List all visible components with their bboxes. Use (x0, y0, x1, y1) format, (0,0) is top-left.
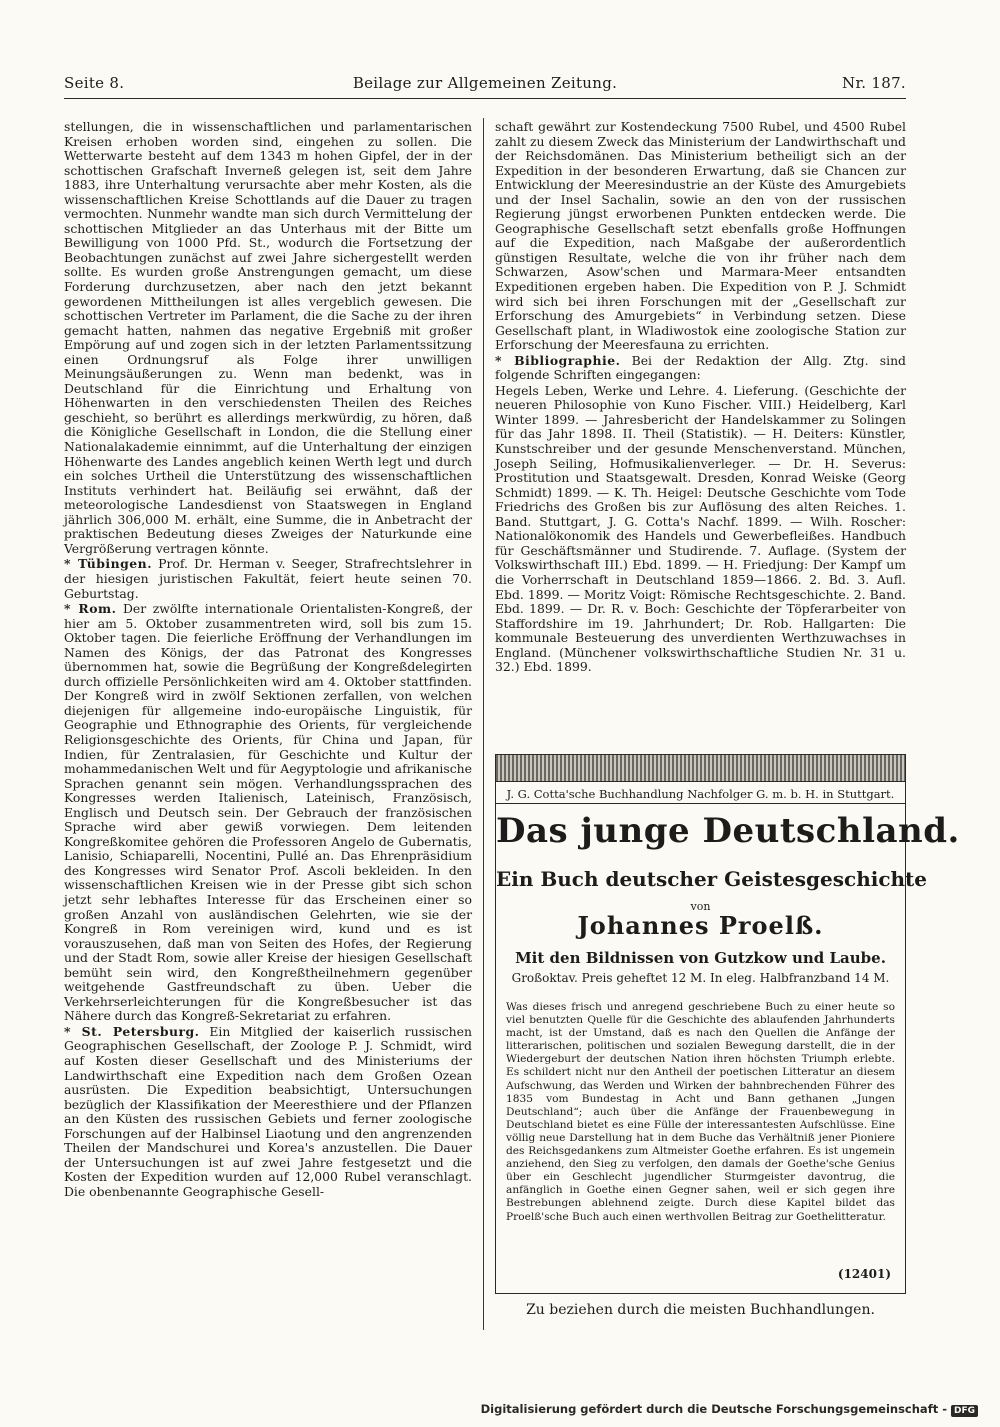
article-rom (64, 602, 472, 1024)
ad-by: von (690, 900, 711, 913)
column-divider (483, 118, 484, 1330)
article-petersburg (64, 1025, 472, 1200)
ad-book-title: Das junge Deutschland. (496, 811, 960, 851)
header-rule (64, 98, 906, 99)
dateline-bibliographie: * Bibliographie. (495, 352, 621, 368)
ad-portraits-note: Mit den Bildnissen von Gutzkow und Laube. (515, 949, 886, 967)
bibliography-list: Hegels Leben, Werke und Lehre. 4. Lieferung. (Geschichte der neueren Philosophie von Kuno Fischer. VIII.) Heidelberg, Karl Winter 1899. — Jahresbericht der Handelskammer zu Solingen für das Jahr 1898. II. Theil (Statistik). — H. Deiters: Künstler, Kunstschreiber und der gesunde Menschenverstand. München, Joseph Seiling, Hofmusikalienverleger. — Dr. H. Severus: Prostitution und Staatsgewalt. Dresden, Konrad Weiske (Georg Schmidt) 1899. — K. Th. Heigel: Deutsche Geschichte vom Tode Friedrichs des Großen bis zur Auflösung des alten Reiches. 1. Band. Stuttgart, J. G. Cotta's Nachf. 1899. — Wilh. Roscher: Nationalökonomik des Handels und Gewerbefleißes. Handbuch für Geschäftsmänner und Studirende. 7. Auflage. (System der Volkswirthschaft III.) Ebd. 1899. — H. Friedjung: Der Kampf um die Vorherrschaft in Deutschland 1859—1866. 2. Bd. 3. Aufl. Ebd. 1899. — Moritz Voigt: Römische Rechtsgeschichte. 2. Band. Ebd. 1899. — Dr. R. v. Boch: Geschichte der Töpferarbeiter von Staffordshire im 19. Jahrhundert; Dr. Rob. Hallgarten: Die kommunale Besteuerung des unverdienten Werthzuwachses in England. (Münchener volkswirthschaftliche Studien Nr. 31 u. 32.) Ebd. 1899. (495, 382, 906, 675)
article-weather-station: stellungen, die in wissenschaftlichen und parlamentarischen Kreisen erhoben worden sind, eingehen zu sollen. Die Wetterwarte besteht auf dem 1343 m hohen Gipfel, der in der schottischen Grafschaft Inverneß gelegen ist, seit dem Jahre 1883, ihre Unterhaltung verursachte aber mehr Kosten, als die wissenschaftlichen Kreise Schottlands auf die Dauer zu tragen vermochten. Nunmehr wandte man sich durch Vermittelung der schottischen Mitglieder an das Unterhaus mit der Bitte um Bewilligung von 1000 Pfd. St., wodurch die Fortsetzung der Beobachtungen zunächst auf zwei Jahre sichergestellt werden sollte. Es wurden große Anstrengungen gemacht, um diese Forderung durchzusetzen, aber nach den jetzt bekannt gewordenen Mittheilungen ist alles vergeblich gewesen. Die schottischen Vertreter im Parlament, die die Sache zu der ihren gemacht hatten, nahmen das negative Ergebniß mit großer Empörung auf und zogen sich in der letzten Parlamentssitzung einen Ordnungsruf als Folge ihrer unwilligen Meinungsäußerungen zu. Wenn man bedenkt, was in Deutschland für die Einrichtung und Erhaltung von Höhenwarten in den verschiedensten Theilen des Reiches geschieht, so berührt es allerdings merkwürdig, zu hören, daß die Königliche Gesellschaft in London, die die Stellung einer Nationalakademie einnimmt, auf die Unterhaltung der einzigen Höhenwarte des Landes angeblich keinen Werth legt und durch ein solches Urtheil die Unterstützung des wissenschaftlichen Instituts verhindert hat. Beiläufig sei erwähnt, daß der meteorologische Landesdienst von Staatswegen in England jährlich 306,000 M. erhält, eine Summe, die in Anbetracht der praktischen Bedeutung dieses Zweiges der Naturkunde eine Vergrößerung vertragen könnte. (64, 119, 472, 556)
article-petersburg-text: Ein Mitglied der kaiserlich russischen Geographischen Gesellschaft, der Zoologe P. J. Schmidt, wird auf Kosten dieser Gesellschaft und des Ministeriums der Landwirthschaft eine Expedition nach dem Großen Ozean ausrüsten. Die Expedition beabsichtigt, Untersuchungen bezüglich der Klassifikation der Meeresthiere und der Pflanzen an den Küsten des russischen Gebiets und ferner zoologische Forschungen auf der Halbinsel Liaotung und den angrenzenden Theilen der Mandschurei und Korea's anzustellen. Die Dauer der Untersuchungen ist auf zwei Jahre festgesetzt und die Kosten der Expedition wurden auf 12,000 Rubel veranschlagt. Die obenbenannte Geographische Gesell- (64, 1023, 472, 1199)
article-petersburg-continued: schaft gewährt zur Kostendeckung 7500 Rubel, und 4500 Rubel zahlt zu diesem Zweck das Ministerium der Landwirthschaft und der Reichsdomänen. Das Ministerium betheiligt sich an der Expedition in der besonderen Erwartung, daß sie Chancen zur Entwicklung der Meeresindustrie an der Küste des Amurgebiets und der Insel Sachalin, sowie an den von der russischen Regierung jüngst erworbenen Punkten entdecken werde. Die Geographische Gesellschaft setzt ebenfalls große Hoffnungen auf die Expedition, nach Maßgabe der außerordentlich günstigen Resultate, welche die von ihr früher nach dem Schwarzen, Asow'schen und Marmara-Meer entsandten Expeditionen ergeben haben. Die Expedition von P. J. Schmidt wird sich bei ihren Forschungen mit der „Gesellschaft zur Erforschung des Amurgebiets“ in Verbindung setzen. Diese Gesellschaft plant, in Wladiwostok eine zoologische Station zur Erforschung der Meeresfauna zu errichten. (495, 119, 906, 353)
issue-number: Nr. 187. (842, 74, 906, 92)
credit-text: Digitalisierung gefördert durch die Deutsche Forschungsgemeinschaft - (480, 1402, 947, 1416)
ad-availability: Zu beziehen durch die meisten Buchhandlungen. (526, 1302, 875, 1318)
dateline-rom: * Rom. (64, 601, 117, 617)
dfg-logo: DFG (951, 1405, 978, 1417)
right-column (495, 120, 906, 675)
article-tuebingen (64, 557, 472, 601)
ad-description: Was dieses frisch und anregend geschriebene Buch zu einer heute so viel benutzten Quelle für die Geschichte des ablaufenden Jahrhunderts macht, ist der Umstand, daß es nach den Quellen die Anfänge der litterarischen, politischen und sozialen Bewegung darstellt, die in der Wiedergeburt der deutschen Nation ihren höchsten Triumph erlebte. Es schildert nicht nur den Antheil der poetischen Litteratur an diesem Aufschwung, das Werden und Wirken der bahnbrechenden Führer des 1835 vom Bundestag in Acht und Bann gethanen „Jungen Deutschland“; auch über die Anfänge der Frauenbewegung in Deutschland bietet es eine Fülle der interessantesten Aufschlüsse. Eine völlig neue Darstellung hat in dem Buche das Verhältniß jener Pioniere des Reichsgedankens zum Altmeister Goethe erfahren. Es ist ungemein anziehend, den Sieg zu verfolgen, den damals der Goethe'sche Genius über ein Geschlecht jugendlicher Sturmgeister davontrug, die anfänglich in Goethe einen Gegner sahen, weil er sich gegen ihre Bestrebungen ablehnend zeigte. Durch diese Kapitel bildet das Proelß'sche Buch auch einen werthvollen Beitrag zur Goethelitteratur. (506, 1001, 895, 1223)
bibliography-intro-text: Bei der Redaktion der Allg. Ztg. sind folgende Schriften eingegangen: (495, 352, 906, 383)
ad-book-subtitle: Ein Buch deutscher Geistesgeschichte (496, 867, 928, 891)
newspaper-title: Beilage zur Allgemeinen Zeitung. (352, 74, 618, 92)
ad-ornament-bar (496, 755, 905, 782)
left-column (64, 120, 472, 1199)
dateline-petersburg: * St. Petersburg. (64, 1023, 200, 1039)
digitization-credit (481, 1402, 978, 1417)
article-tuebingen-text: Prof. Dr. Herman v. Seeger, Strafrechtslehrer in der hiesigen juristischen Fakultät, feiert heute seinen 70. Geburtstag. (64, 556, 472, 601)
article-rom-text: Der zwölfte internationale Orientalisten-Kongreß, der hier am 5. Oktober zusammentreten wird, soll bis zum 15. Oktober tagen. Die feierliche Eröffnung der Verhandlungen im Namen des Königs, der das Patronat des Kongresses übernommen hat, sowie die Begrüßung der Kongreßdelegirten durch offizielle Persönlichkeiten wird am 4. Oktober stattfinden. Der Kongreß wird in zwölf Sektionen zerfallen, von welchen diejenigen für allgemeine indo-europäische Linguistik, für Geographie und Ethnographie des Orients, für vergleichende Religionsgeschichte des Orients, für China und Japan, für Indien, für Zentralasien, für Geschichte und Kultur der mohammedanischen Welt und für Aegyptologie und afrikanische Sprachen genannt sein mögen. Verhandlungssprachen des Kongresses werden Italienisch, Lateinisch, Französisch, Englisch und Deutsch sein. Der Gebrauch der französischen Sprache wird aber gewiß vorwiegen. Dem leitenden Kongreßkomitee gehören die Professoren Angelo de Gubernatis, Lanisio, Schiaparelli, Nocentini, Pullé an. Das Ehrenpräsidium des Kongresses wird Senator Prof. Ascoli bekleiden. In den wissenschaftlichen Kreisen wie in der Presse gibt sich schon jetzt sehr lebhaftes Interesse für das Erscheinen einer so großen Anzahl von ausländischen Gelehrten, wie sie der Kongreß in Rom vereinigen wird, kund und es ist vorauszusehen, daß man von Seiten des Hofes, der Regierung und der Stadt Rom, sowie aller Kreise der hiesigen Gesellschaft bemüht sein wird, den Kongreßtheilnehmern gegenüber weitgehende Gastfreundschaft zu üben. Ueber die Verkehrserleichterungen für die Kongreßbesucher ist das Nähere durch das Kongreß-Sekretariat zu erfahren. (64, 601, 472, 1024)
ad-price: Großoktav. Preis geheftet 12 M. In eleg. Halbfranzband 14 M. (511, 971, 890, 985)
bibliography-intro (495, 354, 906, 383)
page-header (64, 66, 906, 98)
ad-author: Johannes Proelß. (577, 911, 824, 940)
ad-rule (496, 803, 905, 804)
page-number: Seite 8. (64, 74, 125, 92)
ad-publisher: J. G. Cotta'sche Buchhandlung Nachfolger G. m. b. H. in Stuttgart. (506, 787, 895, 801)
dateline-tuebingen: * Tübingen. (64, 556, 153, 572)
book-advertisement (495, 754, 960, 1294)
ad-reference-number: (12401) (837, 1267, 891, 1281)
